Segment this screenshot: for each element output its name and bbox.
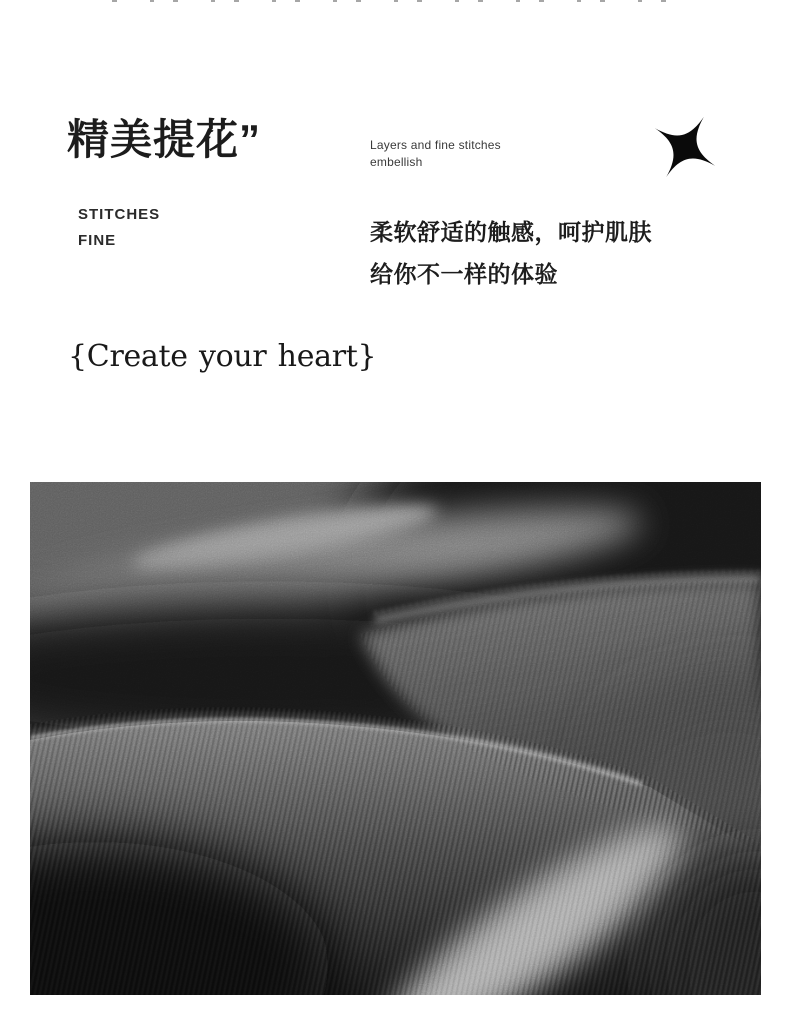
cropped-text-remnant bbox=[112, 0, 688, 2]
section-caption bbox=[370, 137, 501, 171]
body-line-1: 柔软舒适的触感，呵护肌肤 bbox=[370, 219, 652, 245]
section-body bbox=[370, 211, 652, 295]
eyebrow-line-2: FINE bbox=[78, 232, 117, 249]
fabric-photo-render bbox=[30, 482, 761, 995]
section-title: 精美提花” bbox=[67, 116, 262, 163]
body-line-2: 给你不一样的体验 bbox=[370, 261, 558, 287]
fabric-photo bbox=[30, 482, 761, 995]
caption-line-1: Layers and fine stitches bbox=[370, 138, 501, 152]
caption-line-2: embellish bbox=[370, 155, 423, 169]
eyebrow-line-1: STITCHES bbox=[78, 206, 161, 223]
sparkle-icon bbox=[648, 110, 722, 184]
tagline-text: {Create your heart} bbox=[68, 339, 377, 374]
section-eyebrow bbox=[78, 202, 160, 254]
